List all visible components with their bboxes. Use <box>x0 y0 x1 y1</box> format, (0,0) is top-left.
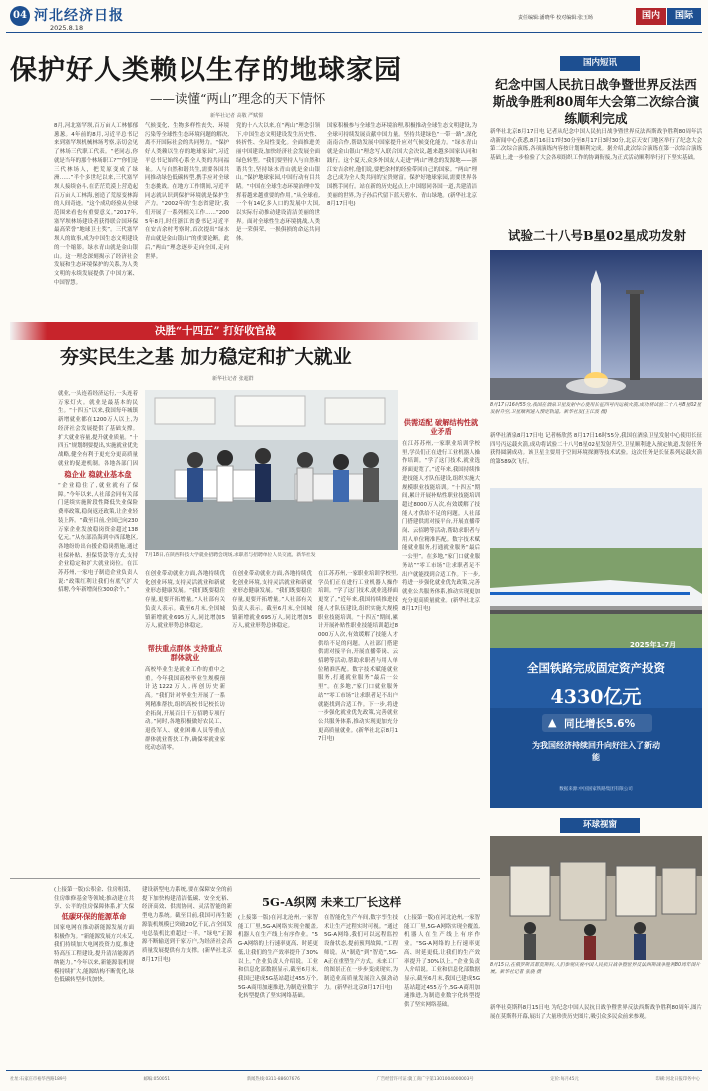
bottom-left-col-1b: 国家电网在推动新能源发展方面积极作为。“新能源发展方兴未艾,我们持续加大电网投资力度,推进特高压工程建设,提升清洁能源消纳能力。”今年以来,新能源装机规模持续扩大,能源结构不断优化,绿色低碳转型步伐加快。 <box>54 925 134 984</box>
rocket-body: 新华社酒泉8月17日电 记者杨欣然 8月17日16时55分,我国在酒泉卫星发射中心使用长征四号丙运载火箭,成功将试验二十八号B星02星发射升空,卫星顺利进入预定轨道,发射任务获得圆满成功。该卫星主要用于空间环境探测等技术试验。这次任务是长征系列运载火箭的第589次飞行。 <box>490 433 702 466</box>
main-byline: 新华社记者 高敬 严赋憬 <box>210 113 264 119</box>
infographic-title: 全国铁路完成固定资产投资 <box>527 661 665 675</box>
bottom-left-head: 低碳环保的能源革命 <box>61 912 127 921</box>
rocket-illustration <box>490 250 702 400</box>
paper-name: 河北经济日报 <box>34 8 124 24</box>
section-international[interactable]: 国际 <box>667 8 701 25</box>
page-number: 04 <box>10 6 30 26</box>
employment-col-2c: 在创业带动就业方面,各地持续优化创业环境,支持灵活就业和新就业形态健康发展。“我们既要稳住存量,更要开拓增量。”人社部有关负责人表示。截至6月末,全国城镇新增就业695万人,同比增加5万人,就业形势总体稳定。 <box>232 571 312 630</box>
employment-head-2: 帮扶重点群体 支持重点群体就业 <box>147 644 223 662</box>
railway-infographic <box>490 488 702 808</box>
rocket-caption: 8月17日16时55分,我国在酒泉卫星发射中心使用长征四号丙运载火箭,成功将试验二十八号B星02星发射升空,卫星顺利进入预定轨道。新华社发(王江波 摄) <box>490 403 702 416</box>
page-header <box>0 0 708 44</box>
employment-col-1b: “企业稳住了,就业就有了保障。”今年以来,人社部会同有关部门延续实施阶段性降低失业保险费率政策,稳岗返还政策,让企业轻装上阵。“截至目前,全国已向230万家企业发放稳岗资金超过138亿元。”从东部沿海到中西部地区,各地纷纷出台援企稳岗措施,通过社保补贴、担保贷款等方式,支持企业稳定和扩大就业岗位。在江苏苏州,一家电子制造企业负责人说:“政策红利让我们有底气扩大招聘,今年新增岗位300余个。” <box>58 483 138 594</box>
main-title: 保护好人类赖以生存的地球家园 <box>10 55 402 86</box>
employment-head-1: 稳企业 稳就业基本盘 <box>64 470 132 479</box>
fiveg-col-3: (上接第一版)在河北沧州,一家智能工厂里,5G-A网络实现全覆盖,机器人在生产线上有序作业。“5G-A网络的上行速率更高、时延更低,让我们的生产效率提升了30%以上。”企业负责人介绍说。工业和信息化部数据显示,截至6月末,我国已建成5G基站超过455万个,5G-A商用加速推进,为制造业数字化转型提供了坚实网络基础。 <box>404 915 480 1009</box>
fiveg-col-2: 在智能化生产车间,数字孪生技术让生产过程实时可视。“通过5G-A网络,我们可以远程监控设备状态,提前预判故障。”工程师说。从“制造”到“智造”,5G-A正在重塑生产方式。未来工厂的图景正在一步步变成现实,为制造业高质量发展注入强劲动力。(新华社北京8月17日电) <box>324 915 398 991</box>
sidebar-body: 新华社北京8月17日电 记者从纪念中国人民抗日战争暨世界反法西斯战争胜利80周年活动新闻中心获悉,8月16日17时30分至8月17日3时30分,北京天安门地区举行了纪念大会第二次综合演练,各项演练内容按计划顺利完成。据介绍,此次综合演练在第一次综合演练基础上,进一步检验了大会各项组织工作的协调衔接,为正式活动顺利举行打下坚实基础。 <box>490 129 702 162</box>
employment-col-2b: 高校毕业生是就业工作的重中之重。今年我国高校毕业生规模预计达1222万人,再创历史新高。“我们针对毕业生开展了一系列精准帮扶,组织高校书记校长访企拓岗,开展百日千万招聘专项行动。”同时,各地积极做好农民工、退役军人、就业困难人员等重点群体就业帮扶工作,确保零就业家庭动态清零。 <box>145 667 225 752</box>
sidebar-tag-global: 环球视窗 <box>560 818 640 833</box>
moscow-exhibition-photo <box>490 836 702 960</box>
banner <box>10 322 478 340</box>
main-col-4: 国家积极参与全球生态环境治理,积极推动全球生态文明建设,为全球可持续发展贡献中国力量。坚持共建绿色“一带一路”,深化南南合作,帮助发展中国家提升应对气候变化能力。“绿水青山就是金山银山”理念写入联合国大会决议,越来越多国家认同和践行。这个夏天,众多外国友人走进“两山”理念的发源地——浙江安吉余村,他们说,要把余村的经验带回自己的国家。“两山”理念已成为全人类共同的宝贵财富。保护好地球家园,需要世界各国携手同行。站在新的历史起点上,中国愿同各国一道,共建清洁美丽的世界,为子孙后代留下蓝天碧水、青山绿地。(新华社北京8月17日电) <box>327 123 477 208</box>
sidebar-title: 纪念中国人民抗日战争暨世界反法西斯战争胜利80周年大会第二次综合演练顺利完成 <box>492 77 700 126</box>
employment-byline: 新华社记者 张超群 <box>212 376 254 382</box>
editor-line: 责任编辑:潘晓华 校对编辑:张玉旸 <box>518 15 593 21</box>
employment-title: 夯实民生之基 加力稳定和扩大就业 <box>60 346 352 368</box>
employment-head-3: 供需适配 破解结构性就业矛盾 <box>403 418 479 436</box>
main-col-1: 8月,河北塞罕坝,百万亩人工林郁郁葱葱。4年前的8月,习近平总书记来到塞罕坝机械林场考察,亲切会见了林场三代职工代表。“老同志,你就是当年的那个林场职工?”“你们是三代林场人，把荒原变成了绿洲……”半个多世纪以来,三代塞罕坝人接续奋斗,在茫茫荒漠上营造起百万亩人工林海,创造了荒原变林海的人间奇迹。“这个成功经验从全球范围来看也有重要意义。”2017年,塞罕坝林场建设者获得联合国环保最高荣誉“地球卫士奖”。三代塞罕坝人的故事,成为中国生态文明建设的一个缩影。绿水青山就是金山银山。这一理念深刻揭示了经济社会发展和生态环境保护的关系,为人类文明的永续发展提供了中国方案、中国智慧。 <box>54 123 138 286</box>
main-subtitle: ——读懂“两山”理念的天下情怀 <box>150 91 326 106</box>
arrow-up-icon: ▲ <box>548 716 557 729</box>
header-rule <box>6 32 702 33</box>
banner-text: 决胜“十四五” 打好收官战 <box>155 325 276 337</box>
infographic-slogan: 为我国经济持续回升向好注入了新动能 <box>532 741 660 762</box>
section-domestic[interactable]: 国内 <box>636 8 666 25</box>
employment-col-3b: 在江苏苏州,一家职业培训学校里,学员们正在进行工业机器人操作培训。“学了这门技术,就业选择面更宽了。”近年来,我国持续推进技能人才队伍建设,组织实施大规模职业技能培训。“十四五”期间,累计开展补贴性职业技能培训超过8000万人次,有效缓解了技能人才供给不足的问题。人社部门搭建供需对接平台,开展直播带岗、云招聘等活动,帮助求职者与用人单位精准匹配。数字技术赋能就业服务,打通就业服务“最后一公里”。在多地,“家门口就业服务站”“零工市场”让求职者足不出户就能找到合适工作。下一步,将进一步强化就业优先政策,完善就业公共服务体系,推动实现更加充分更高质量就业。(新华社北京8月17日电) <box>318 571 398 743</box>
job-fair-caption: 7月18日,在陕西科技大学就业招聘会现场,求职者与招聘单位人员交流。新华社发 <box>145 553 316 558</box>
footer-item: 定价:每月45元 <box>550 1077 579 1082</box>
infographic-source: 数据来源:中国国家铁路集团有限公司 <box>559 787 633 792</box>
main-col-3: 党的十八大以来,在“两山”理念引领下,中国生态文明建设发生历史性、转折性、全局性变化。全面推进美丽中国建设,加快经济社会发展全面绿色转型。“我们要坚持人与自然和谐共生,坚持绿水青山就是金山银山。”保护地球家园,中国行动有目共睹。“中国在全球生态环境治理中发挥着越来越重要的作用。”从全球看,一个有14亿多人口的发展中大国,以实际行动推动建设清洁美丽的世界。面对全球性生态环境挑战,人类是一荣俱荣、一损俱损的命运共同体。 <box>236 123 320 243</box>
fiveg-title: 5G-A织网 未来工厂长这样 <box>262 895 402 909</box>
exhibition-illustration <box>490 836 702 960</box>
moscow-body: 新华社莫斯科8月15日电 为纪念中国人民抗日战争暨世界反法西斯战争胜利80周年,图片展在莫斯科开幕,展出了大量珍贵历史图片,吸引众多民众前来参观。 <box>490 1005 702 1020</box>
bottom-left-col-1: (上接第一版)公积金、住房租赁、住房维修基金等领域;推动建立共享、公平的住房保障体系,扩大保 <box>54 887 134 910</box>
moscow-caption: 8月15日,在俄罗斯首都莫斯科,人们参观庆祝中国人民抗日战争暨世界反法西斯战争胜利80周年图片展。新华社记者 张骁 摄 <box>490 963 701 976</box>
footer-item: 邮编:050051 <box>143 1077 171 1082</box>
infographic-value: 4330亿元 <box>550 686 642 708</box>
employment-col-2: 在创业带动就业方面,各地持续优化创业环境,支持灵活就业和新就业形态健康发展。“我们既要稳住存量,更要开拓增量。”人社部有关负责人表示。截至6月末,全国城镇新增就业695万人,同比增加5万人,就业形势总体稳定。 <box>145 571 225 630</box>
footer-rule <box>6 1070 702 1071</box>
main-col-2: 气候变化、生物多样性丧失、环境污染等全球性生态环境问题的解决,离不开国际社会的共同努力。“保护好人类赖以生存的地球家园”,习近平总书记始终心系全人类的共同福祉。人与自然和谐共生,需要各国共同推动绿色低碳转型,携手应对全球生态挑战。在地方工作期间,习近平同志就认识到保护环境就是保护生产力。“2002年的‘生态省建设’,我们开展了一系列相关工作……”2005年8月,时任浙江省委书记习近平在安吉余村考察时,首次提出“绿水青山就是金山银山”的重要论断。此后,“两山”理念逐步走向全国,走向世界。 <box>145 123 229 260</box>
rocket-photo <box>490 250 702 400</box>
issue-date: 2025.8.18 <box>50 24 84 32</box>
rocket-title: 试验二十八号B星02星成功发射 <box>508 228 686 243</box>
footer-item: 印刷:河北日报印务中心 <box>655 1077 700 1082</box>
footer-item: 广告经营许可证:冀工商广字第1301004000003号 <box>376 1077 474 1082</box>
employment-col-1: 就业,一头连着经济运行,一头连着万家灯火。就业是最基本的民生。“十四五”以来,我国每年城镇新增就业都在1200万人以上,为经济社会发展提供了基础支撑。扩大就业容量,提升就业质量。“十四五”规划纲要提出,实施就业优先战略,健全有利于更充分更高质量就业的促进机制。各地各部门因 <box>58 391 138 467</box>
bottom-left-col-2: 建设新型电力系统,要在保障安全的前提下加快构建清洁低碳、安全充裕、经济高效、供需协同、灵活智能的新型电力系统。截至目前,我国可再生能源装机规模已突破20亿千瓦,占全国发电总装机比重超过一半。“绿电”正源源不断输送到千家万户,为经济社会高质量发展提供有力支撑。(新华社北京8月17日电) <box>142 887 232 963</box>
footer <box>10 1076 700 1086</box>
infographic-month: 2025年1-7月 <box>630 641 677 649</box>
bottom-rule <box>10 878 480 879</box>
employment-col-3: 在江苏苏州,一家职业培训学校里,学员们正在进行工业机器人操作培训。“学了这门技术,就业选择面更宽了。”近年来,我国持续推进技能人才队伍建设,组织实施大规模职业技能培训。“十四五”期间,累计开展补贴性职业技能培训超过8000万人次,有效缓解了技能人才供给不足的问题。人社部门搭建供需对接平台,开展直播带岗、云招聘等活动,帮助求职者与用人单位精准匹配。数字技术赋能就业服务,打通就业服务“最后一公里”。在多地,“家门口就业服务站”“零工市场”让求职者足不出户就能找到合适工作。下一步,将进一步强化就业优先政策,完善就业公共服务体系,推动实现更加充分更高质量就业。(新华社北京8月17日电) <box>402 441 480 613</box>
fiveg-col-1: (上接第一版)在河北沧州,一家智能工厂里,5G-A网络实现全覆盖,机器人在生产线上有序作业。“5G-A网络的上行速率更高、时延更低,让我们的生产效率提升了30%以上。”企业负责人介绍说。工业和信息化部数据显示,截至6月末,我国已建成5G基站超过455万个,5G-A商用加速推进,为制造业数字化转型提供了坚实网络基础。 <box>238 915 318 1000</box>
job-fair-photo <box>145 390 398 550</box>
footer-item: 社址:石家庄市裕华西路189号 <box>10 1077 67 1082</box>
job-fair-illustration <box>145 390 398 550</box>
sidebar-tag-domestic: 国内短讯 <box>560 56 640 71</box>
footer-item: 新闻热线:0311-88607676 <box>246 1077 300 1082</box>
growth-badge <box>542 714 652 732</box>
growth-text: 同比增长5.6% <box>564 718 636 730</box>
